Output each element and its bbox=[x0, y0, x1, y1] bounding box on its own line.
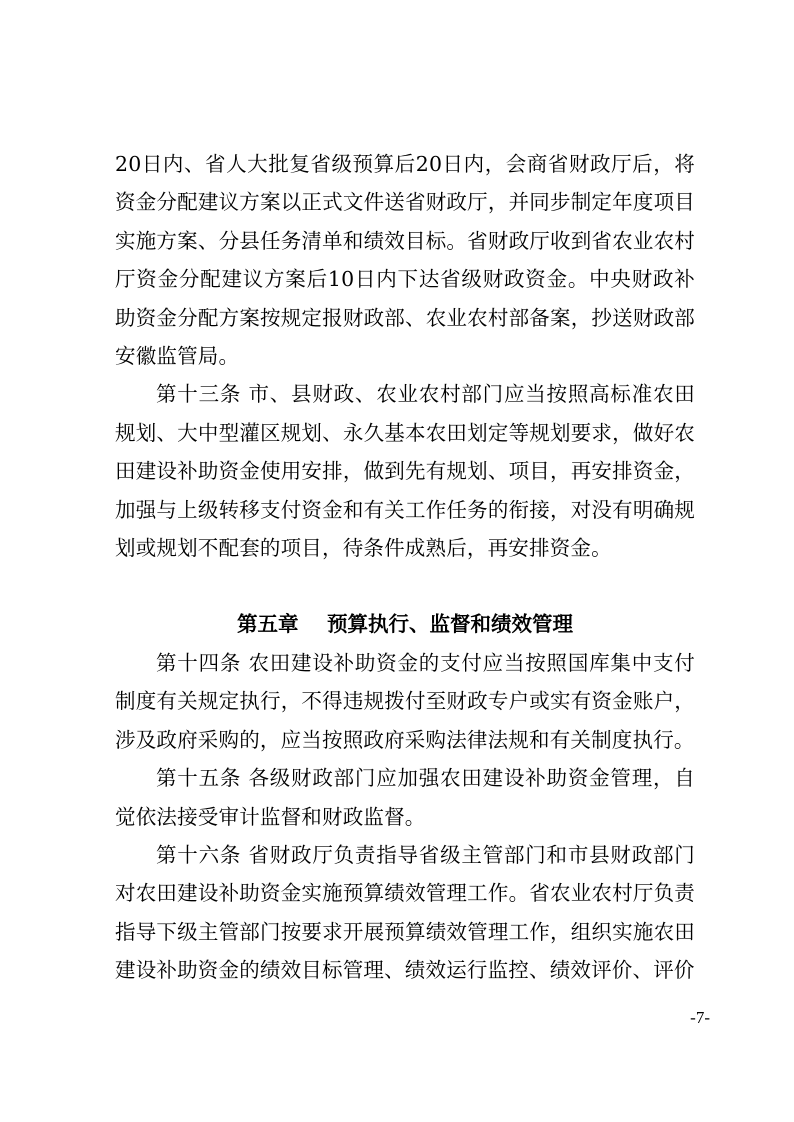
page-number: -7- bbox=[690, 1008, 710, 1027]
paragraph-continuation: 20日内、省人大批复省级预算后20日内，会商省财政厅后，将资金分配建议方案以正式文件送省财政厅，并同步制定年度项目实施方案、分县任务清单和绩效目标。省财政厅收到省农业农村厅资金分配建议方案后10日内下达省级财政资金。中央财政补助资金分配方案按规定报财政部、农业农村部备案，抄送财政部安徽监管局。 bbox=[115, 152, 695, 369]
paragraph-article-13: 第十三条 市、县财政、农业农村部门应当按照高标准农田规划、大中型灌区规划、永久基本农田划定等规划要求，做好农田建设补助资金使用安排，做到先有规划、项目，再安排资金，加强与上级转移支付资金和有关工作任务的衔接，对没有明确规划或规划不配套的项目，待条件成熟后，再安排资金。 bbox=[115, 382, 695, 561]
paragraph-article-16: 第十六条 省财政厅负责指导省级主管部门和市县财政部门对农田建设补助资金实施预算绩效管理工作。省农业农村厅负责指导下级主管部门按要求开展预算绩效管理工作，组织实施农田建设补助资金的绩效目标管理、绩效运行监控、绩效评价、评价 bbox=[115, 842, 695, 983]
paragraph-article-15: 第十五条 各级财政部门应加强农田建设补助资金管理，自觉依法接受审计监督和财政监督。 bbox=[115, 766, 695, 829]
chapter-heading: 第五章 预算执行、监督和绩效管理 bbox=[236, 612, 574, 637]
body-text bbox=[115, 145, 695, 990]
paragraph-article-14: 第十四条 农田建设补助资金的支付应当按照国库集中支付制度有关规定执行，不得违规拨付至财政专户或实有资金账户，涉及政府采购的，应当按照政府采购法律法规和有关制度执行。 bbox=[115, 650, 695, 752]
chapter-spacer bbox=[115, 567, 695, 605]
